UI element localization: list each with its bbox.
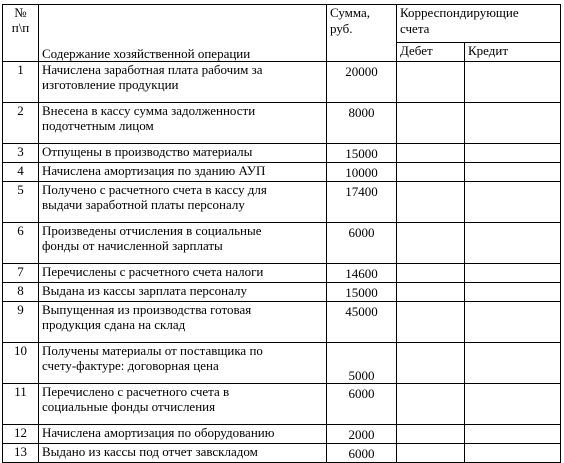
header-description: Содержание хозяйственной операции <box>39 5 327 62</box>
row-description-line: Выпущенная из производства готовая <box>42 302 252 317</box>
row-description-line: Перечислены с расчетного счета налоги <box>42 264 264 279</box>
row-sum: 20000 <box>327 62 397 103</box>
header-corr-line2: счета <box>400 21 430 36</box>
row-description <box>39 283 327 302</box>
table-row <box>3 62 561 103</box>
row-credit-cell[interactable] <box>465 144 561 163</box>
row-description <box>39 62 327 103</box>
row-description <box>39 182 327 223</box>
row-debit-cell[interactable] <box>397 444 465 463</box>
row-number: 2 <box>3 103 39 144</box>
row-description-line: социальные фонды отчисления <box>42 399 216 414</box>
header-corr-line1: Корреспондирующие <box>400 5 519 20</box>
table-row <box>3 182 561 223</box>
row-description <box>39 444 327 463</box>
row-description-line: выдачи заработной платы персоналу <box>42 197 245 212</box>
row-debit-cell[interactable] <box>397 302 465 343</box>
row-credit-cell[interactable] <box>465 343 561 384</box>
row-sum: 10000 <box>327 163 397 182</box>
row-sum: 5000 <box>327 343 397 384</box>
table-row <box>3 302 561 343</box>
row-debit-cell[interactable] <box>397 343 465 384</box>
row-number: 3 <box>3 144 39 163</box>
table-row <box>3 444 561 463</box>
row-debit-cell[interactable] <box>397 163 465 182</box>
table-row <box>3 425 561 444</box>
row-number: 11 <box>3 384 39 425</box>
row-description <box>39 384 327 425</box>
row-sum: 6000 <box>327 223 397 264</box>
row-credit-cell[interactable] <box>465 223 561 264</box>
header-corresponding-accounts <box>397 5 561 43</box>
row-description-line: Внесена в кассу сумма задолженности <box>42 103 256 118</box>
row-sum: 15000 <box>327 283 397 302</box>
table-row <box>3 223 561 264</box>
row-number: 4 <box>3 163 39 182</box>
row-description <box>39 223 327 264</box>
row-credit-cell[interactable] <box>465 163 561 182</box>
table-row <box>3 144 561 163</box>
table-row <box>3 343 561 384</box>
row-sum: 17400 <box>327 182 397 223</box>
row-debit-cell[interactable] <box>397 283 465 302</box>
row-credit-cell[interactable] <box>465 283 561 302</box>
row-number: 1 <box>3 62 39 103</box>
row-number: 12 <box>3 425 39 444</box>
row-description-line: Начислена заработная плата рабочим за <box>42 62 263 77</box>
row-description-line: Выдано из кассы под отчет завскладом <box>42 444 258 459</box>
table-row <box>3 264 561 283</box>
header-sum-line1: Сумма, <box>330 5 371 20</box>
row-debit-cell[interactable] <box>397 103 465 144</box>
row-sum: 8000 <box>327 103 397 144</box>
row-credit-cell[interactable] <box>465 444 561 463</box>
row-credit-cell[interactable] <box>465 103 561 144</box>
row-sum: 6000 <box>327 444 397 463</box>
header-credit: Кредит <box>465 43 561 62</box>
row-description-line: Произведены отчисления в социальные <box>42 223 262 238</box>
row-debit-cell[interactable] <box>397 425 465 444</box>
row-description <box>39 343 327 384</box>
row-credit-cell[interactable] <box>465 425 561 444</box>
row-debit-cell[interactable] <box>397 264 465 283</box>
row-description-line: фонды от начисленной зарплаты <box>42 238 223 253</box>
row-number: 9 <box>3 302 39 343</box>
row-sum: 2000 <box>327 425 397 444</box>
row-description-line: счету-фактуре: договорная цена <box>42 358 219 373</box>
row-debit-cell[interactable] <box>397 384 465 425</box>
row-number: 5 <box>3 182 39 223</box>
operations-table <box>2 4 561 463</box>
row-description-line: Отпущены в производство материалы <box>42 144 253 159</box>
row-description-line: Начислена амортизация по зданию АУП <box>42 163 266 178</box>
header-debit: Дебет <box>397 43 465 62</box>
row-number: 13 <box>3 444 39 463</box>
header-sum-line2: руб. <box>330 21 353 36</box>
row-debit-cell[interactable] <box>397 182 465 223</box>
row-description <box>39 302 327 343</box>
row-description-line: Перечислено с расчетного счета в <box>42 384 230 399</box>
row-debit-cell[interactable] <box>397 144 465 163</box>
table-row <box>3 283 561 302</box>
row-sum: 14600 <box>327 264 397 283</box>
row-description-line: Получено с расчетного счета в кассу для <box>42 182 267 197</box>
row-credit-cell[interactable] <box>465 302 561 343</box>
header-number-line1: № <box>14 5 27 20</box>
row-description-line: изготовление продукции <box>42 77 179 92</box>
row-number: 8 <box>3 283 39 302</box>
row-number: 6 <box>3 223 39 264</box>
header-number <box>3 5 39 62</box>
row-debit-cell[interactable] <box>397 62 465 103</box>
row-credit-cell[interactable] <box>465 182 561 223</box>
row-credit-cell[interactable] <box>465 62 561 103</box>
row-description-line: Получены материалы от поставщика по <box>42 343 263 358</box>
row-sum: 6000 <box>327 384 397 425</box>
row-description <box>39 163 327 182</box>
row-description <box>39 264 327 283</box>
row-description-line: Начислена амортизация по оборудованию <box>42 425 275 440</box>
row-number: 10 <box>3 343 39 384</box>
table-row <box>3 163 561 182</box>
row-number: 7 <box>3 264 39 283</box>
row-debit-cell[interactable] <box>397 223 465 264</box>
row-description <box>39 103 327 144</box>
row-description <box>39 144 327 163</box>
row-credit-cell[interactable] <box>465 264 561 283</box>
table-row <box>3 103 561 144</box>
row-description <box>39 425 327 444</box>
row-description-line: продукция сдана на склад <box>42 317 186 332</box>
table-body <box>3 62 561 463</box>
row-description-line: подотчетным лицом <box>42 118 154 133</box>
row-description-line: Выдана из кассы зарплата персоналу <box>42 283 247 298</box>
table-row <box>3 384 561 425</box>
row-sum: 45000 <box>327 302 397 343</box>
row-credit-cell[interactable] <box>465 384 561 425</box>
row-sum: 15000 <box>327 144 397 163</box>
header-number-line2: п\п <box>11 20 30 35</box>
header-sum <box>327 5 397 62</box>
